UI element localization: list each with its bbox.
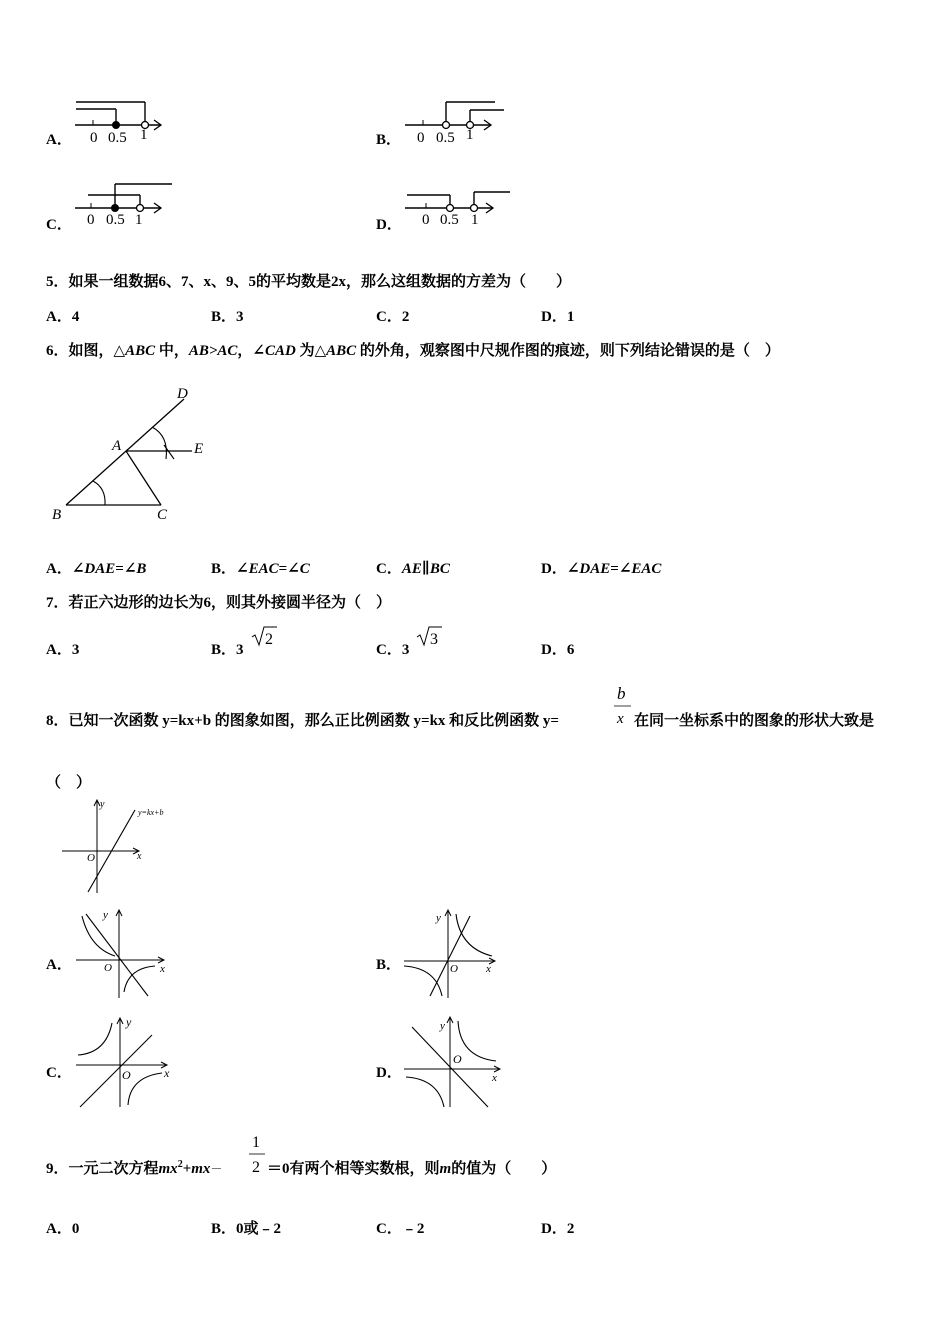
triangle-figure <box>46 383 216 528</box>
q7-stem: 7．若正六边形的边长为6，则其外接圆半径为（ ） <box>46 595 392 611</box>
linear-function-graph <box>60 797 170 895</box>
q8-option-c-label: C． <box>46 1065 72 1081</box>
svg-text:x: x <box>486 963 491 975</box>
q8-graph-a <box>72 908 172 1000</box>
q9-option-d: D．2 <box>541 1221 575 1237</box>
svg-text:O: O <box>450 963 458 975</box>
q5-stem: 5．如果一组数据6、7、x、9、5的平均数是2x，那么这组数据的方差为（ ） <box>46 274 572 290</box>
q8-option-d-label: D． <box>376 1065 402 1081</box>
svg-text:O: O <box>122 1068 131 1082</box>
svg-text:2: 2 <box>265 631 273 648</box>
number-line-c <box>70 180 180 230</box>
option-a-label: A． <box>46 132 72 148</box>
q8-graph-b <box>400 908 500 1000</box>
q8-stem-a: 8．已知一次函数 y=kx+b 的图象如图，那么正比例函数 y=kx 和反比例函数 y= <box>46 713 559 729</box>
q8-option-a-label: A． <box>46 957 72 973</box>
tick-0: 0 <box>417 130 425 146</box>
tick-1: 1 <box>135 212 143 228</box>
svg-text:O: O <box>453 1052 462 1066</box>
q7-option-a: A．3 <box>46 642 80 658</box>
q9-option-b: B．0或﹣2 <box>211 1221 282 1237</box>
q9-option-a: A．0 <box>46 1221 80 1237</box>
tick-0-5: 0.5 <box>106 212 125 228</box>
svg-text:x: x <box>164 1066 170 1080</box>
tick-0: 0 <box>422 212 430 228</box>
q7-option-b: B．3 <box>211 642 244 658</box>
svg-text:y: y <box>126 1015 132 1029</box>
fraction-one-half <box>248 1130 268 1180</box>
q9-stem-b: ＝0有两个相等实数根，则m的值为（ ） <box>267 1161 557 1177</box>
svg-text:1: 1 <box>252 1134 260 1151</box>
number-line-a <box>70 96 170 146</box>
q5-option-d: D．1 <box>541 309 575 325</box>
svg-text:O: O <box>104 962 112 974</box>
sqrt-2 <box>250 624 278 648</box>
q9-option-c: C．﹣2 <box>376 1221 425 1237</box>
q8-stem-b: 在同一坐标系中的图象的形状大致是 <box>634 713 875 729</box>
q5-option-b: B．3 <box>211 309 244 325</box>
tick-0: 0 <box>87 212 95 228</box>
svg-text:y=kx+b: y=kx+b <box>138 808 164 817</box>
q5-option-c: C．2 <box>376 309 410 325</box>
option-d-label: D． <box>376 217 402 233</box>
q5-option-a: A．4 <box>46 309 80 325</box>
q6-option-c: C．AE∥BC <box>376 561 450 577</box>
q8-paren: （ ） <box>46 775 92 791</box>
point-b-label: B <box>52 507 62 523</box>
sqrt-3 <box>415 624 443 648</box>
svg-text:y: y <box>103 909 108 921</box>
point-c-label: C <box>157 507 168 523</box>
svg-text:y: y <box>100 799 105 810</box>
svg-text:y: y <box>440 1020 445 1032</box>
option-b-label: B． <box>376 132 402 148</box>
svg-text:x: x <box>160 963 165 975</box>
number-line-b <box>400 96 510 146</box>
option-c-label: C． <box>46 217 72 233</box>
q8-graph-c <box>72 1015 177 1110</box>
point-e-label: E <box>194 441 204 457</box>
svg-text:O: O <box>87 852 95 864</box>
q6-option-b: B．∠EAC=∠C <box>211 561 310 577</box>
tick-0-5: 0.5 <box>440 212 459 228</box>
number-line-d <box>400 180 515 230</box>
svg-text:b: b <box>617 684 626 703</box>
tick-0: 0 <box>90 130 98 146</box>
q6-stem: 6．如图，△ABC 中，AB>AC，∠CAD 为△ABC 的外角，观察图中尺规作图的痕迹，则下列结论错误的是（ ） <box>46 343 780 359</box>
tick-1: 1 <box>471 212 479 228</box>
tick-0-5: 0.5 <box>436 130 455 146</box>
svg-text:3: 3 <box>430 631 438 648</box>
svg-text:x: x <box>617 711 624 727</box>
point-d-label: D <box>177 386 188 402</box>
q8-graph-d <box>400 1015 505 1110</box>
tick-0-5: 0.5 <box>108 130 127 146</box>
q7-option-d: D．6 <box>541 642 575 658</box>
svg-text:x: x <box>492 1072 497 1084</box>
point-a-label: A <box>112 438 122 454</box>
svg-text:x: x <box>137 851 142 862</box>
svg-text:2: 2 <box>252 1159 260 1176</box>
q7-option-c: C．3 <box>376 642 410 658</box>
q6-option-a: A．∠DAE=∠B <box>46 561 147 577</box>
fraction-b-over-x <box>613 682 633 730</box>
tick-1: 1 <box>466 127 474 143</box>
q6-option-d: D．∠DAE=∠EAC <box>541 561 662 577</box>
tick-1: 1 <box>140 127 148 143</box>
q8-option-b-label: B． <box>376 957 402 973</box>
q9-stem-a: 9．一元二次方程$mx^2+mx-$ <box>46 1159 223 1177</box>
svg-text:y: y <box>436 912 441 924</box>
